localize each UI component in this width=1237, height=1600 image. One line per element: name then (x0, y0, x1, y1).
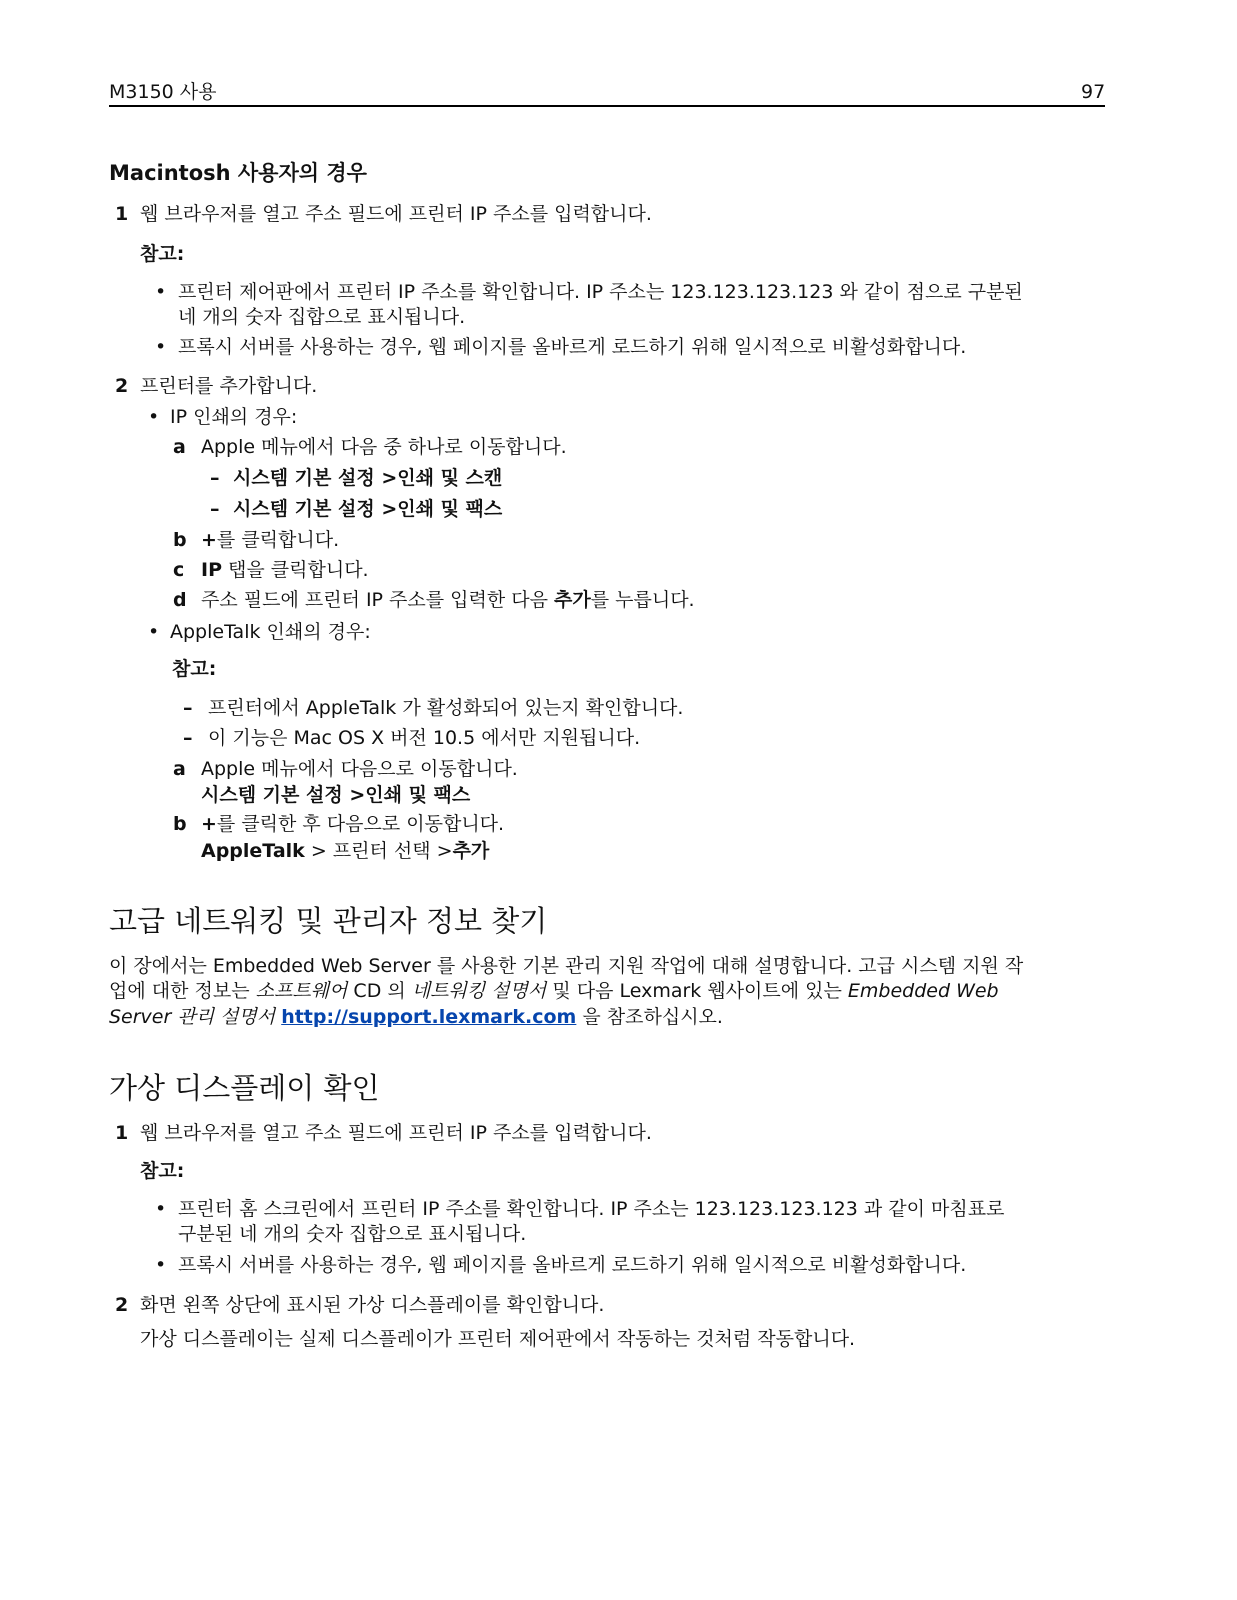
text-run: 을 참조하십시오. (576, 1006, 723, 1028)
dash-glyph: – (210, 498, 220, 520)
menu-path: 시스템 기본 설정 >인쇄 및 팩스 (201, 784, 471, 806)
step-text: 프린터를 추가합니다. (140, 375, 318, 397)
paragraph-line: 이 장에서는 Embedded Web Server 를 사용한 기본 관리 지원 작업에 대해 설명합니다. 고급 시스템 지원 작 (109, 955, 1024, 977)
menu-path-appletalk: AppleTalk (201, 840, 305, 862)
bullet-text-continued: 구분된 네 개의 숫자 집합으로 표시됩니다. (178, 1223, 527, 1245)
plus-symbol: + (201, 529, 217, 551)
plus-symbol: + (201, 813, 217, 835)
substep-text-rest: 탭을 클릭합니다. (222, 559, 369, 581)
menu-path (201, 840, 489, 863)
menu-path: 시스템 기본 설정 >인쇄 및 스캔 (233, 467, 503, 489)
step-text: 웹 브라우저를 열고 주소 필드에 프린터 IP 주소를 입력합니다. (140, 1122, 652, 1144)
bullet-text: 프린터 제어판에서 프린터 IP 주소를 확인합니다. IP 주소는 123.123.123.123 와 같이 점으로 구분된 (178, 281, 1023, 303)
substep-letter: c (173, 559, 185, 581)
substep-text-pre: 주소 필드에 프린터 IP 주소를 입력한 다음 (201, 589, 555, 611)
bullet-glyph: • (155, 1254, 167, 1276)
header-rule (109, 105, 1105, 107)
step-number: 1 (115, 1122, 129, 1144)
step-number: 2 (115, 1294, 129, 1316)
text-run: 업에 대한 정보는 (109, 980, 256, 1002)
substep-text: Apple 메뉴에서 다음 중 하나로 이동합니다. (201, 436, 567, 458)
text-run: CD 의 (347, 980, 412, 1002)
doc-title-ews-admin-guide: Server 관리 설명서 (109, 1006, 276, 1028)
paragraph-line (109, 980, 999, 1003)
doc-title-networking-guide: 네트워킹 설명서 (411, 980, 547, 1002)
menu-path-mid: > 프린터 선택 > (304, 840, 453, 862)
bullet-text: 프록시 서버를 사용하는 경우, 웹 페이지를 올바르게 로드하기 위해 일시적으로 비활성화합니다. (178, 336, 967, 358)
substep-text-post: 를 누릅니다. (590, 589, 695, 611)
menu-path: 시스템 기본 설정 >인쇄 및 팩스 (233, 498, 503, 520)
bullet-text: IP 인쇄의 경우: (170, 406, 298, 428)
bullet-text: 프록시 서버를 사용하는 경우, 웹 페이지를 올바르게 로드하기 위해 일시적으로 비활성화합니다. (178, 1254, 967, 1276)
substep-letter: a (173, 436, 186, 458)
substep-letter: d (173, 589, 187, 611)
step-text: 웹 브라우저를 열고 주소 필드에 프린터 IP 주소를 입력합니다. (140, 203, 652, 225)
step-number: 1 (115, 203, 129, 225)
support-link[interactable]: http://support.lexmark.com (281, 1006, 577, 1028)
text-run: 및 다음 Lexmark 웹사이트에 있는 (546, 980, 848, 1002)
bullet-text: 프린터 홈 스크린에서 프린터 IP 주소를 확인합니다. IP 주소는 123.123.123.123 과 같이 마침표로 (178, 1198, 1005, 1220)
bullet-glyph: • (155, 336, 167, 358)
running-header-title: M3150 사용 (109, 81, 217, 103)
bullet-glyph: • (148, 406, 160, 428)
doc-title-software: 소프트웨어 (255, 980, 348, 1002)
note-label: 참고: (172, 658, 217, 680)
substep-text (201, 813, 504, 836)
bullet-glyph: • (155, 1198, 167, 1220)
substep-text-rest: 를 클릭한 후 다음으로 이동합니다. (216, 813, 505, 835)
note-label: 참고: (140, 1160, 185, 1182)
page-number: 97 (1081, 81, 1106, 103)
section-heading-macintosh: Macintosh 사용자의 경우 (109, 161, 367, 185)
add-label: 추가 (554, 589, 591, 611)
ip-tab-label: IP (201, 559, 222, 581)
menu-path-add: 추가 (452, 840, 490, 862)
step-text: 화면 왼쪽 상단에 표시된 가상 디스플레이를 확인합니다. (140, 1294, 605, 1316)
substep-letter: b (173, 529, 187, 551)
dash-glyph: – (210, 467, 220, 489)
section-heading-virtual-display: 가상 디스플레이 확인 (109, 1071, 380, 1105)
bullet-text-continued: 네 개의 숫자 집합으로 표시됩니다. (178, 306, 466, 328)
paragraph-line (109, 1006, 723, 1029)
bullet-glyph: • (155, 281, 167, 303)
dash-glyph: – (183, 727, 193, 749)
note-label: 참고: (140, 243, 185, 265)
substep-letter: a (173, 758, 186, 780)
substep-text-rest: 를 클릭합니다. (216, 529, 340, 551)
substep-text (201, 529, 339, 552)
section-heading-advanced: 고급 네트워킹 및 관리자 정보 찾기 (109, 904, 548, 938)
substep-text (201, 559, 369, 582)
note-text: 이 기능은 Mac OS X 버전 10.5 에서만 지원됩니다. (208, 727, 641, 749)
dash-glyph: – (183, 697, 193, 719)
bullet-text: AppleTalk 인쇄의 경우: (170, 621, 371, 643)
doc-title-ews: Embedded Web (847, 980, 999, 1002)
substep-letter: b (173, 813, 187, 835)
step-description: 가상 디스플레이는 실제 디스플레이가 프린터 제어판에서 작동하는 것처럼 작동합니다. (140, 1328, 856, 1350)
note-text: 프린터에서 AppleTalk 가 활성화되어 있는지 확인합니다. (208, 697, 684, 719)
substep-text (201, 589, 695, 612)
substep-text: Apple 메뉴에서 다음으로 이동합니다. (201, 758, 518, 780)
bullet-glyph: • (148, 621, 160, 643)
step-number: 2 (115, 375, 129, 397)
